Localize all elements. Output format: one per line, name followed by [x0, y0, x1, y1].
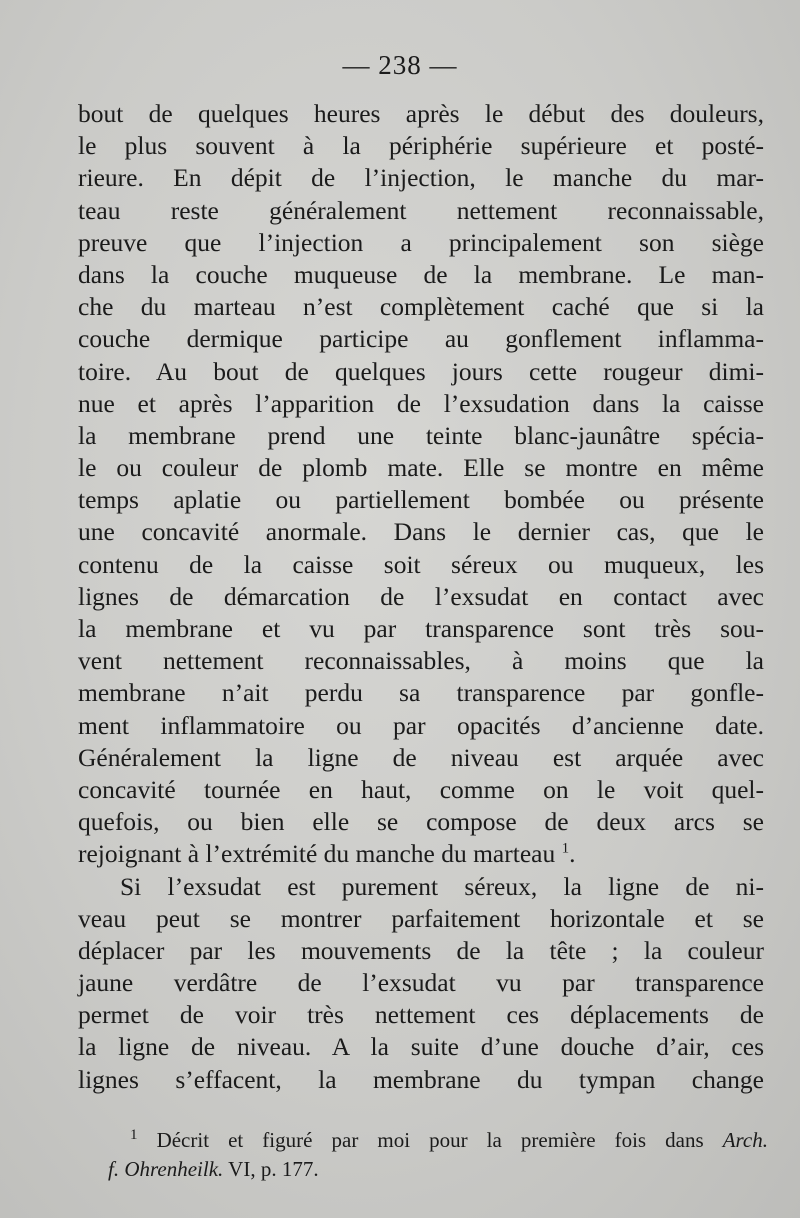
- footnote-line-1: [108, 1126, 768, 1155]
- text-line: concavité tournée en haut, comme on le voit quel-: [78, 774, 764, 804]
- text-line: le plus souvent à la périphérie supérieure et posté-: [78, 131, 764, 161]
- text-line: quefois, ou bien elle se compose de deux arcs se: [78, 807, 764, 837]
- text-line: déplacer par les mouvements de la tête ; la couleur: [78, 935, 764, 965]
- text-line: che du marteau n’est complètement caché que si la: [78, 292, 764, 322]
- body-text: [78, 98, 764, 1096]
- text-line: temps aplatie ou partiellement bombée ou présente: [78, 485, 764, 515]
- footnote-citation: VI, p. 177.: [228, 1157, 319, 1181]
- text-line: rejoignant à l’extrémité du manche du marteau: [78, 839, 556, 869]
- footnote-reference[interactable]: 1: [561, 840, 570, 857]
- text-line: membrane n’ait perdu sa transparence par gonfle-: [78, 678, 764, 708]
- text-line: la membrane prend une teinte blanc-jaunâtre spécia-: [78, 420, 764, 450]
- text-line: dans la couche muqueuse de la membrane. Le man-: [78, 259, 764, 289]
- text-line-with-footnote-ref: [78, 838, 764, 870]
- text-line: toire. Au bout de quelques jours cette rougeur dimi-: [78, 356, 764, 386]
- text-line: Généralement la ligne de niveau est arquée avec: [78, 742, 764, 772]
- text-line: teau reste généralement nettement reconnaissable,: [78, 195, 764, 225]
- footnote: [108, 1126, 768, 1184]
- text-line: la membrane et vu par transparence sont très sou-: [78, 614, 764, 643]
- text-line: preuve que l’injection a principalement son siège: [78, 227, 764, 257]
- text-line: vent nettement reconnaissables, à moins que la: [78, 646, 764, 676]
- text-line: lignes s’effacent, la membrane du tympan change: [78, 1064, 764, 1094]
- paragraph-start-line: Si l’exsudat est purement séreux, la ligne de ni-: [120, 871, 764, 901]
- footnote-marker: 1: [130, 1127, 138, 1143]
- text-line: contenu de la caisse soit séreux ou muqueux, les: [78, 549, 764, 579]
- footnote-text: Décrit et figuré par moi pour la première fois dans: [156, 1128, 704, 1152]
- text-line: jaune verdâtre de l’exsudat vu par transparence: [78, 968, 764, 998]
- text-line: couche dermique participe au gonflement inflamma-: [78, 324, 764, 354]
- text-line: permet de voir très nettement ces déplacements de: [78, 1000, 764, 1030]
- text-line: rieure. En dépit de l’injection, le manche du mar-: [78, 163, 764, 193]
- sentence-period: .: [569, 839, 576, 869]
- page-number: — 238 —: [342, 50, 458, 80]
- text-line: bout de quelques heures après le début des douleurs,: [78, 99, 764, 128]
- text-line: veau peut se montrer parfaitement horizontale et se: [78, 903, 764, 933]
- footnote-journal: Arch.: [722, 1128, 768, 1152]
- text-line: la ligne de niveau. A la suite d’une douche d’air, ces: [78, 1032, 764, 1062]
- footnote-line-2: [108, 1155, 768, 1184]
- text-line: une concavité anormale. Dans le dernier cas, que le: [78, 517, 764, 547]
- text-line: lignes de démarcation de l’exsudat en contact avec: [78, 581, 764, 611]
- footnote-journal-cont: f. Ohrenheilk.: [108, 1157, 224, 1181]
- text-line: nue et après l’apparition de l’exsudation dans la caisse: [78, 388, 764, 418]
- text-line: ment inflammatoire ou par opacités d’ancienne date.: [78, 710, 764, 740]
- text-line: le ou couleur de plomb mate. Elle se montre en même: [78, 453, 764, 483]
